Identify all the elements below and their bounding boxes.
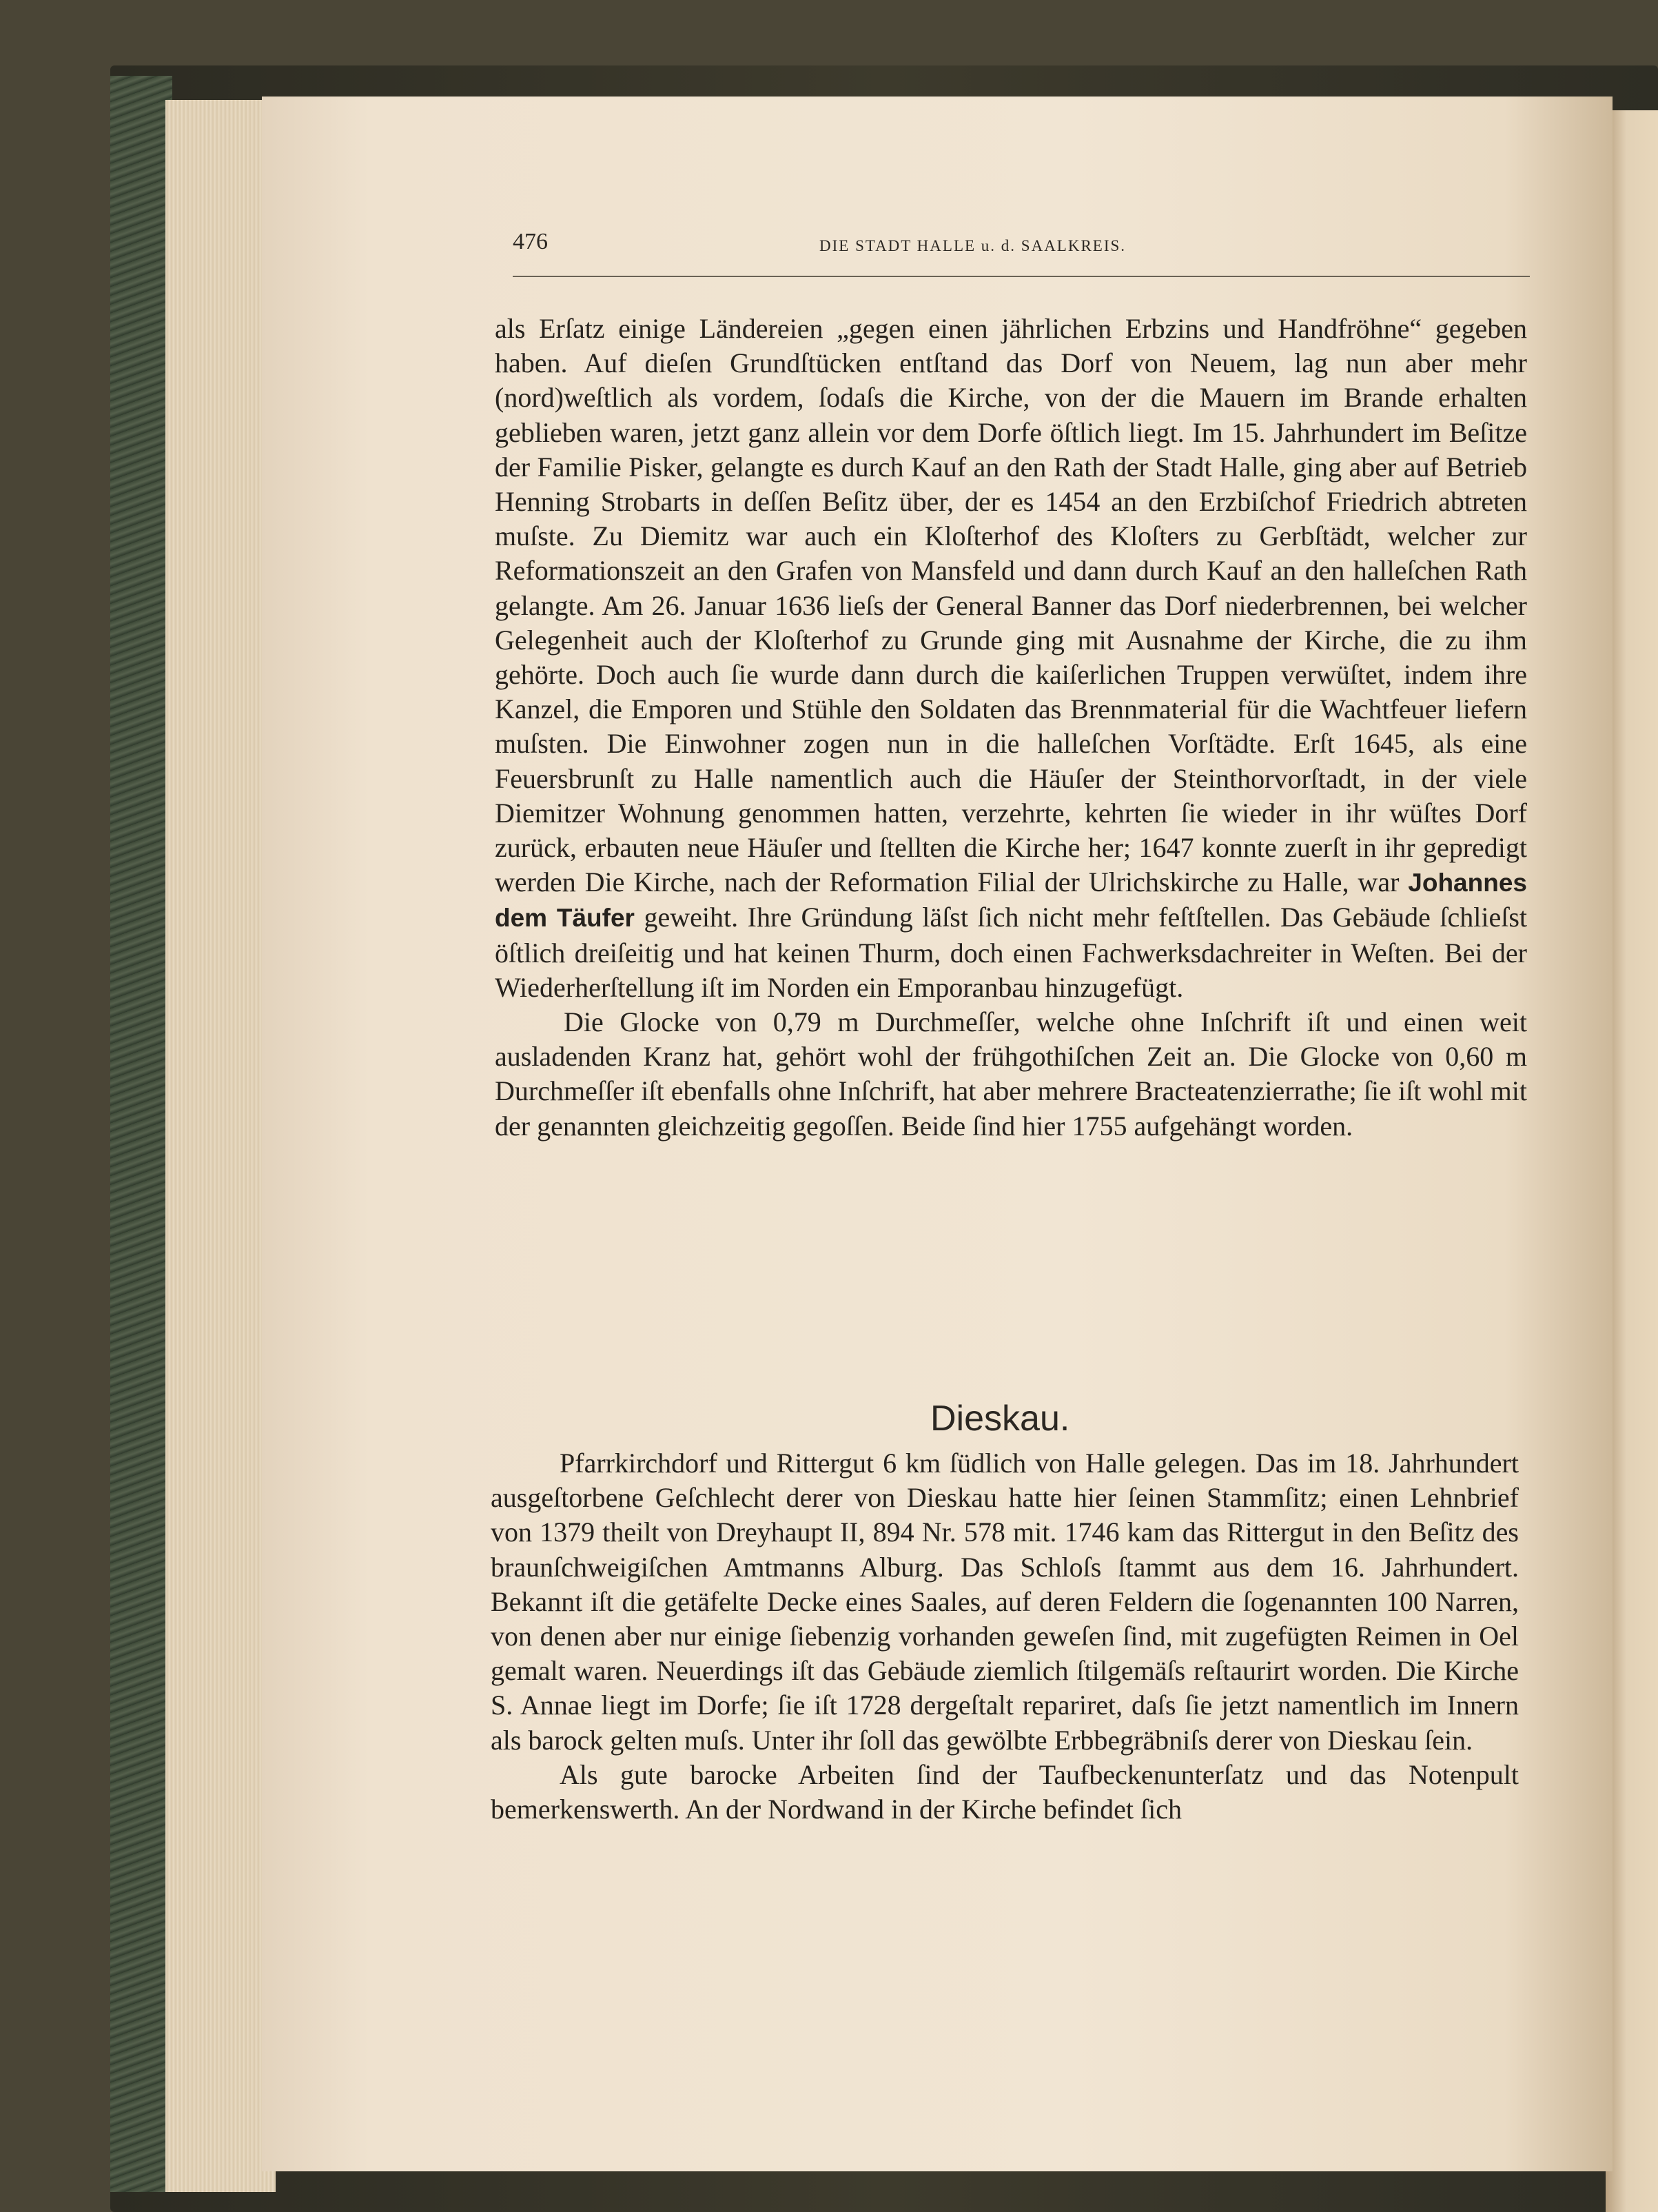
paragraph: Die Glocke von 0,79 m Durchmeſſer, welche ohne Inſchrift iſt und einen weit ausladenden Kranz hat, gehört wohl der frühgothiſchen Zeit an. Die Glocke von 0,60 m Durchmeſſer iſt ebenfalls ohne Inſchrift, hat aber mehrere Bracteatenzierrathe; ſie iſt wohl mit der genannten gleichzeitig gegoſſen. Beide ſind hier 1755 aufgehängt worden. <box>495 1006 1527 1141</box>
diemitz-text-block <box>495 312 1527 1144</box>
running-title: DIE STADT HALLE u. d. SAALKREIS. <box>819 237 1127 254</box>
dieskau-text-block <box>491 1446 1519 1827</box>
paragraph <box>495 312 1527 1005</box>
page-number: 476 <box>513 229 548 254</box>
bold-name: Johannes dem Täufer <box>495 869 1527 933</box>
paragraph-text: geweiht. Ihre Gründung läſst ſich nicht mehr feſtſtellen. Das Gebäude ſchlieſst öſtlich dreiſeitig und hat keinen Thurm, doch einen Fachwerksdachreiter in Weſten. Bei der Wiederherſtellung iſt im Norden ein Emporanbau hinzugefügt. <box>495 902 1528 1003</box>
section-heading: Dieskau. <box>930 1399 1070 1439</box>
running-header <box>513 227 1530 277</box>
facing-page-edge <box>1606 110 1658 2212</box>
page-edges <box>165 100 276 2192</box>
paragraph: Als gute barocke Arbeiten ſind der Taufbeckenunterſatz und das Notenpult bemerkenswerth. An der Nordwand in der Kirche befindet ſich <box>491 1758 1519 1825</box>
cover-spine-cloth <box>110 76 172 2192</box>
paragraph-text: als Erſatz einige Ländereien „gegen einen jährlichen Erbzins und Handfröhne“ gegeben haben. Auf dieſen Grundſtücken entſtand das Dorf von Neuem, lag nun aber mehr (nord)weſtlich als vordem, ſodaſs die Kirche, von der die Mauern im Brande erhalten geblieben waren, jetzt ganz allein vor dem Dorfe öſtlich liegt. Im 15. Jahrhundert im Beſitze der Familie Pisker, gelangte es durch Kauf an den Rath der Stadt Halle, ging aber auf Betrieb Henning Strobarts in deſſen Beſitz über, der es 1454 an den Erzbiſchof Friedrich abtreten muſste. Zu Diemitz war auch ein Kloſterhof des Kloſters zu Gerbſtädt, welcher zur Reformationszeit an den Grafen von Mansfeld und dann durch Kauf an den halleſchen Rath gelangte. Am 26. Januar 1636 lieſs der General Banner das Dorf niederbrennen, bei welcher Gelegenheit auch der Kloſterhof zu Grunde ging mit Ausnahme der Kirche, die zu ihm gehörte. Doch auch ſie wurde dann durch die kaiſerlichen Truppen verwüſtet, indem ihre Kanzel, die Emporen und Stühle den Soldaten das Brennmaterial für die Wachtfeuer liefern muſsten. Die Einwohner zogen nun in die halleſchen Vorſtädte. Erſt 1645, als eine Feuersbrunſt zu Halle namentlich auch die Häuſer der Steinthorvorſtadt, in der viele Diemitzer Wohnung genommen hatten, verzehrte, kehrten ſie wieder in ihr wüſtes Dorf zurück, erbauten neue Häuſer und ſtellten die Kirche her; 1647 konnte zuerſt in ihr gepredigt werden Die Kirche, nach der Reformation Filial der Ulrichskirche zu Halle, war <box>495 313 1527 898</box>
paragraph: Pfarrkirchdorf und Rittergut 6 km ſüdlich von Halle gelegen. Das im 18. Jahrhundert ausgeſtorbene Geſchlecht derer von Dieskau hatte hier ſeinen Stammſitz; einen Lehnbrief von 1379 theilt von Dreyhaupt II, 894 Nr. 578 mit. 1746 kam das Rittergut in den Beſitz des braunſchweigiſchen Amtmanns Alburg. Das Schloſs ſtammt aus dem 16. Jahrhundert. Bekannt iſt die getäfelte Decke eines Saales, auf deren Feldern die ſogenannten 100 Narren, von denen aber nur einige ſiebenzig vorhanden geweſen ſind, mit zugefügten Reimen in Oel gemalt waren. Neuerdings iſt das Gebäude ziemlich ſtilgemäſs reſtaurirt worden. Die Kirche S. Annae liegt im Dorfe; ſie iſt 1728 dergeſtalt repariret, daſs ſie jetzt namentlich im Innern als barock gelten muſs. Unter ihr ſoll das gewölbte Erbbegräbniſs derer von Dieskau ſein. <box>491 1448 1519 1756</box>
